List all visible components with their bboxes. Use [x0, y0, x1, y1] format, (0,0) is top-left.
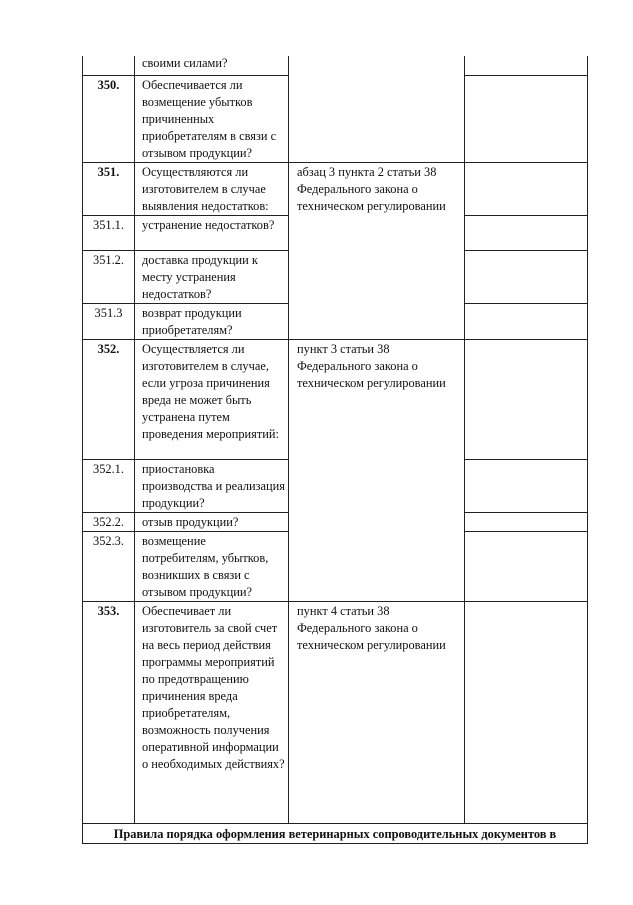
answer-cell[interactable]: [465, 215, 588, 250]
answer-cell[interactable]: [465, 250, 588, 303]
question-text: приостановка производства и реализация продукции?: [135, 459, 289, 512]
answer-cell[interactable]: [465, 56, 588, 75]
row-number: 351.2.: [83, 250, 135, 303]
answer-cell[interactable]: [465, 459, 588, 512]
row-number: 352.3.: [83, 531, 135, 601]
question-text: отзыв продукции?: [135, 512, 289, 531]
table-row: [83, 601, 588, 823]
question-text: Осуществляются ли изготовителем в случае выявления недостатков:: [135, 162, 289, 215]
row-number: 351.1.: [83, 215, 135, 250]
checklist-table: [82, 56, 588, 844]
row-number: 350.: [83, 75, 135, 162]
legal-reference: абзац 3 пункта 2 статьи 38 Федерального закона о техническом регулировании: [289, 162, 465, 339]
section-heading-row: [83, 823, 588, 843]
question-text: Осуществляется ли изготовителем в случае, если угроза причинения вреда не может быть устранена путем проведения мероприятий:: [135, 339, 289, 459]
question-text: устранение недостатков?: [135, 215, 289, 250]
legal-reference: пункт 4 статьи 38 Федерального закона о техническом регулировании: [289, 601, 465, 823]
row-number: [83, 56, 135, 75]
row-number: 352.1.: [83, 459, 135, 512]
question-text: возврат продукции приобретателям?: [135, 303, 289, 339]
row-number: 353.: [83, 601, 135, 823]
question-text: Обеспечивает ли изготовитель за свой счет на весь период действия программы мероприятий по предотвращению причинения вреда приобретателям, возможность получения оперативной информации о необходимых действиях?: [135, 601, 289, 823]
question-text: возмещение потребителям, убытков, возникших в связи с отзывом продукции?: [135, 531, 289, 601]
table-row: [83, 162, 588, 215]
legal-reference: пункт 3 статьи 38 Федерального закона о техническом регулировании: [289, 339, 465, 601]
section-heading: Правила порядка оформления ветеринарных сопроводительных документов в: [83, 823, 588, 843]
answer-cell[interactable]: [465, 512, 588, 531]
answer-cell[interactable]: [465, 601, 588, 823]
row-number: 351.3: [83, 303, 135, 339]
answer-cell[interactable]: [465, 531, 588, 601]
legal-reference: [289, 56, 465, 162]
answer-cell[interactable]: [465, 75, 588, 162]
question-text: Обеспечивается ли возмещение убытков причиненных приобретателям в связи с отзывом продукции?: [135, 75, 289, 162]
answer-cell[interactable]: [465, 303, 588, 339]
answer-cell[interactable]: [465, 162, 588, 215]
answer-cell[interactable]: [465, 339, 588, 459]
table-row: [83, 339, 588, 459]
table-row: [83, 56, 588, 75]
question-text: своими силами?: [135, 56, 289, 75]
row-number: 352.2.: [83, 512, 135, 531]
row-number: 352.: [83, 339, 135, 459]
row-number: 351.: [83, 162, 135, 215]
question-text: доставка продукции к месту устранения недостатков?: [135, 250, 289, 303]
